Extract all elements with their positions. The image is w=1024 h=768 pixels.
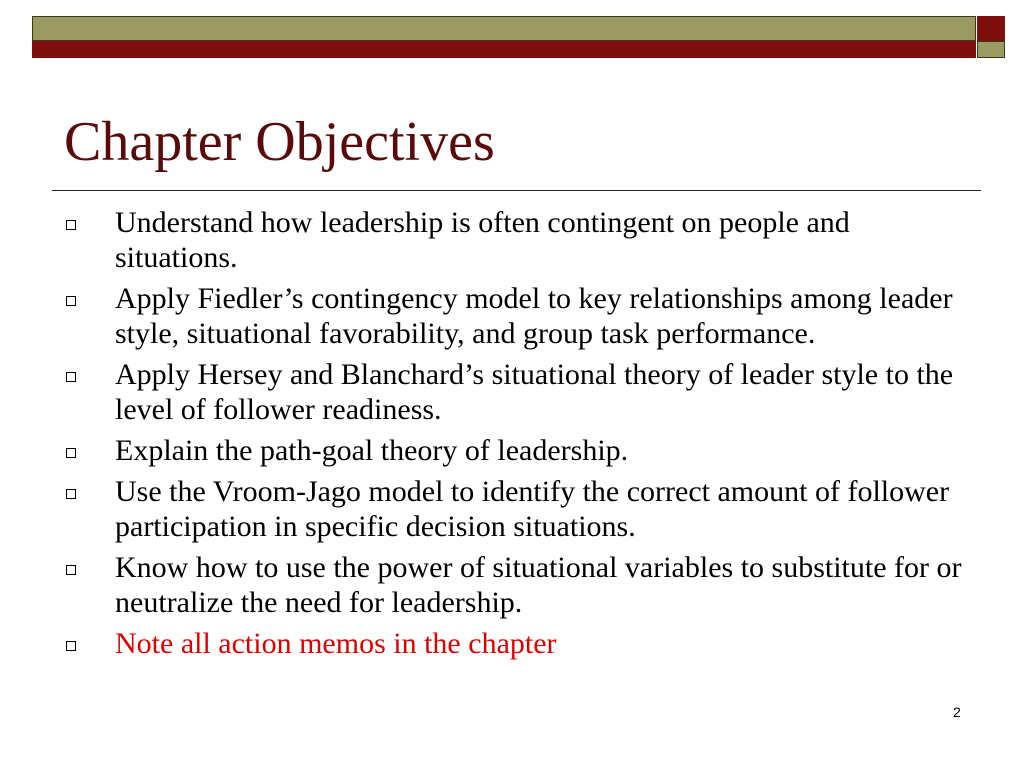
list-item-text: Understand how leadership is often contingent on people and situations. <box>115 206 850 274</box>
list-item-text: Explain the path-goal theory of leadership. <box>115 434 629 467</box>
list-item-text: Note all action memos in the chapter <box>115 627 557 660</box>
list-item <box>64 433 964 468</box>
list-item-text: Use the Vroom-Jago model to identify the correct amount of follower participation in specific decision situations. <box>115 475 950 543</box>
list-item <box>64 550 964 620</box>
list-item <box>64 281 964 351</box>
list-item-highlight <box>64 626 964 661</box>
list-item-text: Apply Hersey and Blanchard’s situational theory of leader style to the level of follower readiness. <box>115 358 954 426</box>
list-item-text: Apply Fiedler’s contingency model to key relationships among leader style, situational favorability, and group task performance. <box>115 282 953 350</box>
list-item <box>64 474 964 544</box>
square-bullet-icon <box>66 220 76 230</box>
square-bullet-icon <box>66 372 76 382</box>
title-divider <box>52 190 981 191</box>
list-item-text: Know how to use the power of situational variables to substitute for or neutralize the need for leadership. <box>115 551 962 619</box>
list-item <box>64 205 964 275</box>
header-banner-olive <box>32 16 976 41</box>
square-bullet-icon <box>66 641 76 651</box>
slide-title: Chapter Objectives <box>64 111 495 173</box>
header-corner-red <box>977 16 1005 41</box>
objectives-list <box>64 205 964 667</box>
header-corner-olive <box>977 41 1005 58</box>
square-bullet-icon <box>66 565 76 575</box>
list-item <box>64 357 964 427</box>
square-bullet-icon <box>66 448 76 458</box>
header-banner-red <box>32 41 976 58</box>
page-number: 2 <box>953 704 961 720</box>
square-bullet-icon <box>66 296 76 306</box>
square-bullet-icon <box>66 489 76 499</box>
